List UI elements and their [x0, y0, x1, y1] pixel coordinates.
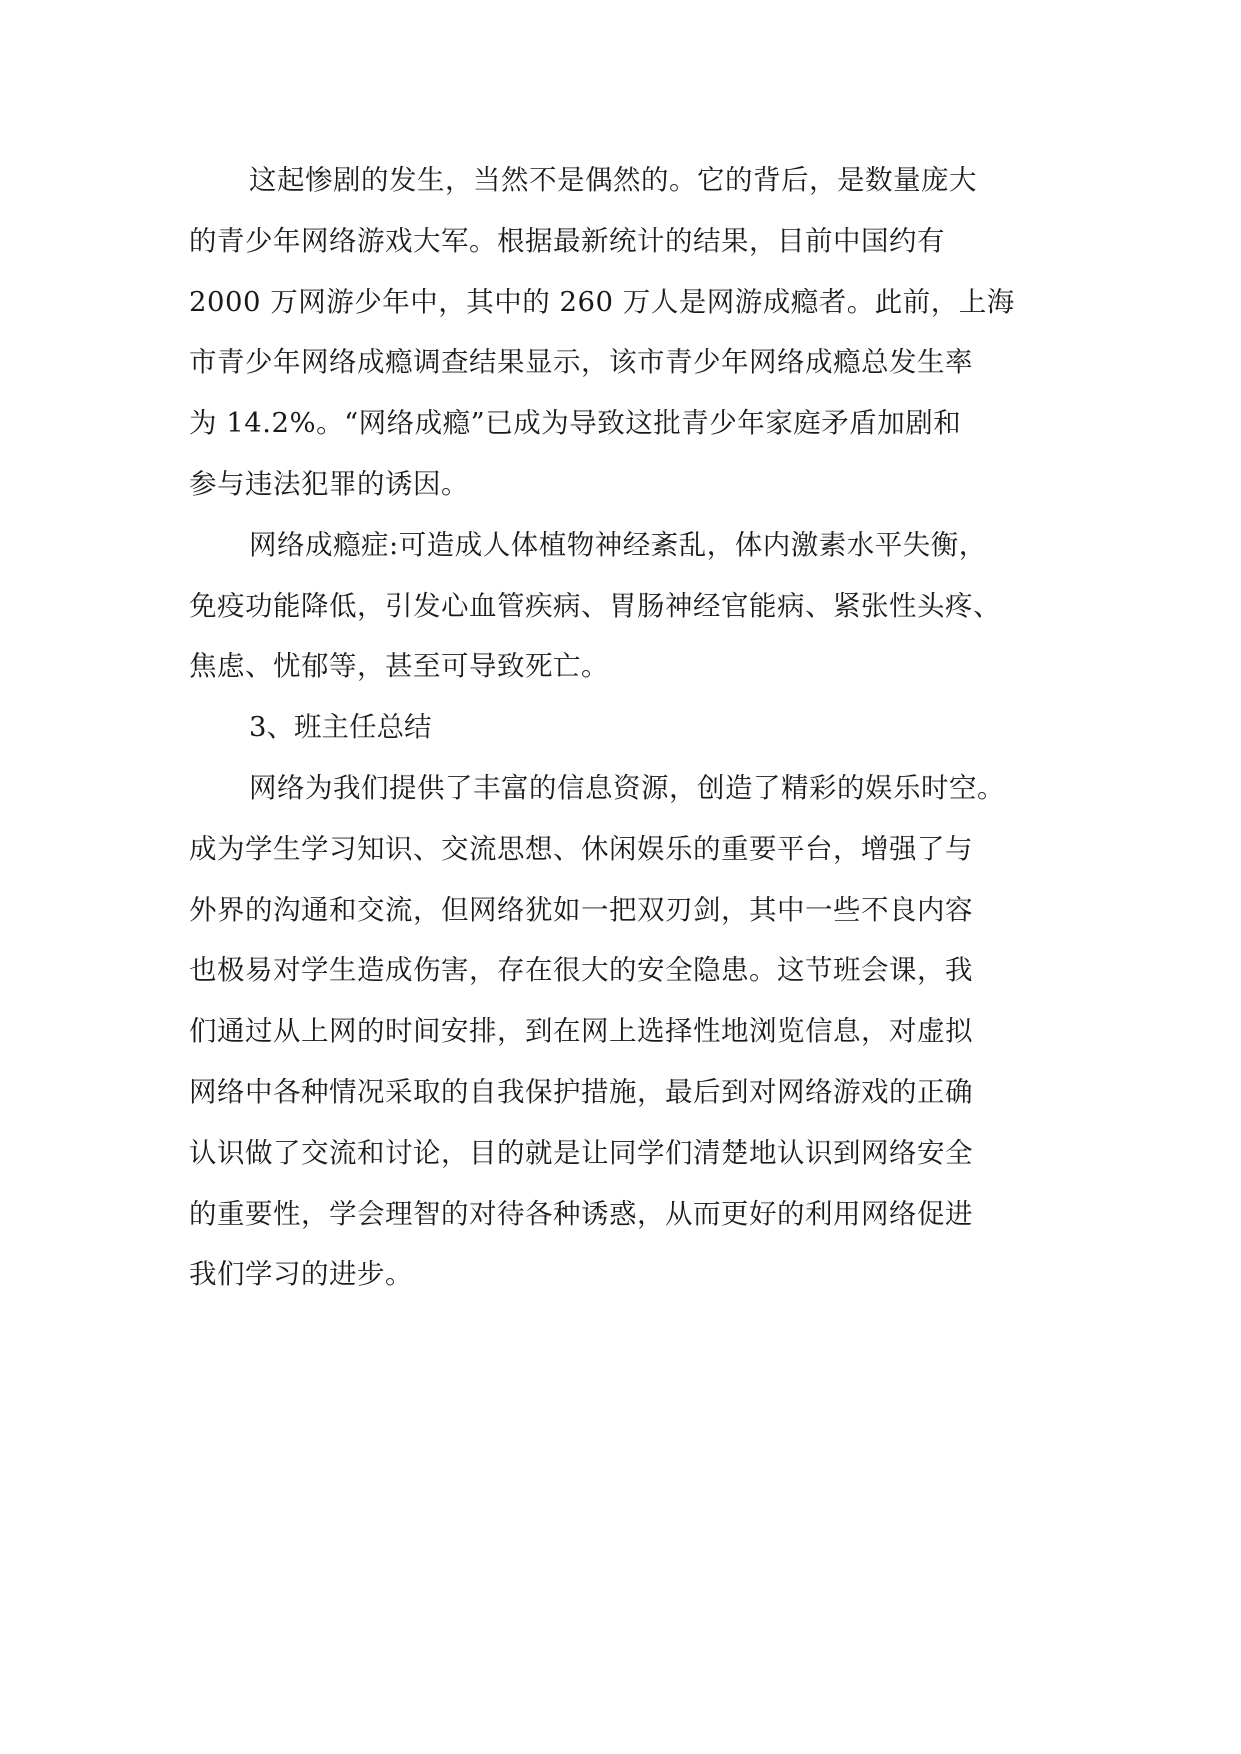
text-line: 网络为我们提供了丰富的信息资源，创造了精彩的娱乐时空。: [249, 771, 1005, 804]
text-line: 参与违法犯罪的诱因。: [189, 467, 469, 500]
paragraph-game-addiction-statistics: [189, 150, 1053, 515]
paragraph-addiction-symptoms: [189, 515, 1053, 697]
text-line: 免疫功能降低，引发心血管疾病、胃肠神经官能病、紧张性头疼、: [189, 589, 1001, 622]
text-line: 成为学生学习知识、交流思想、休闲娱乐的重要平台，增强了与: [189, 832, 973, 865]
text-line: 也极易对学生造成伤害，存在很大的安全隐患。这节班会课，我: [189, 954, 973, 987]
text-line: 这起惨剧的发生，当然不是偶然的。它的背后，是数量庞大: [249, 164, 977, 196]
text-line: 外界的沟通和交流，但网络犹如一把双刃剑，其中一些不良内容: [189, 893, 973, 926]
paragraph-teacher-summary: [189, 758, 1053, 1305]
text-line: 认识做了交流和讨论，目的就是让同学们清楚地认识到网络安全: [189, 1136, 973, 1169]
text-line: 的青少年网络游戏大军。根据最新统计的结果，目前中国约有: [189, 224, 945, 257]
text-line: 网络中各种情况采取的自我保护措施，最后到对网络游戏的正确: [189, 1075, 973, 1108]
text-line: 们通过从上网的时间安排，到在网上选择性地浏览信息，对虚拟: [189, 1015, 973, 1048]
text-line: 网络成瘾症:可造成人体植物神经紊乱，体内激素水平失衡，: [249, 528, 987, 561]
section-heading: 3、班主任总结: [249, 711, 432, 744]
text-line: 焦虑、忧郁等，甚至可导致死亡。: [189, 650, 609, 683]
text-line: 为 14.2%。“网络成瘾”已成为导致这批青少年家庭矛盾加剧和: [189, 407, 962, 440]
text-line: 我们学习的进步。: [189, 1258, 413, 1291]
document-body: [189, 150, 1053, 1305]
text-line: 市青少年网络成瘾调查结果显示，该市青少年网络成瘾总发生率: [189, 346, 973, 379]
text-line: 的重要性，学会理智的对待各种诱惑，从而更好的利用网络促进: [189, 1197, 973, 1230]
text-line: 2000 万网游少年中，其中的 260 万人是网游成瘾者。此前，上海: [189, 285, 1015, 318]
